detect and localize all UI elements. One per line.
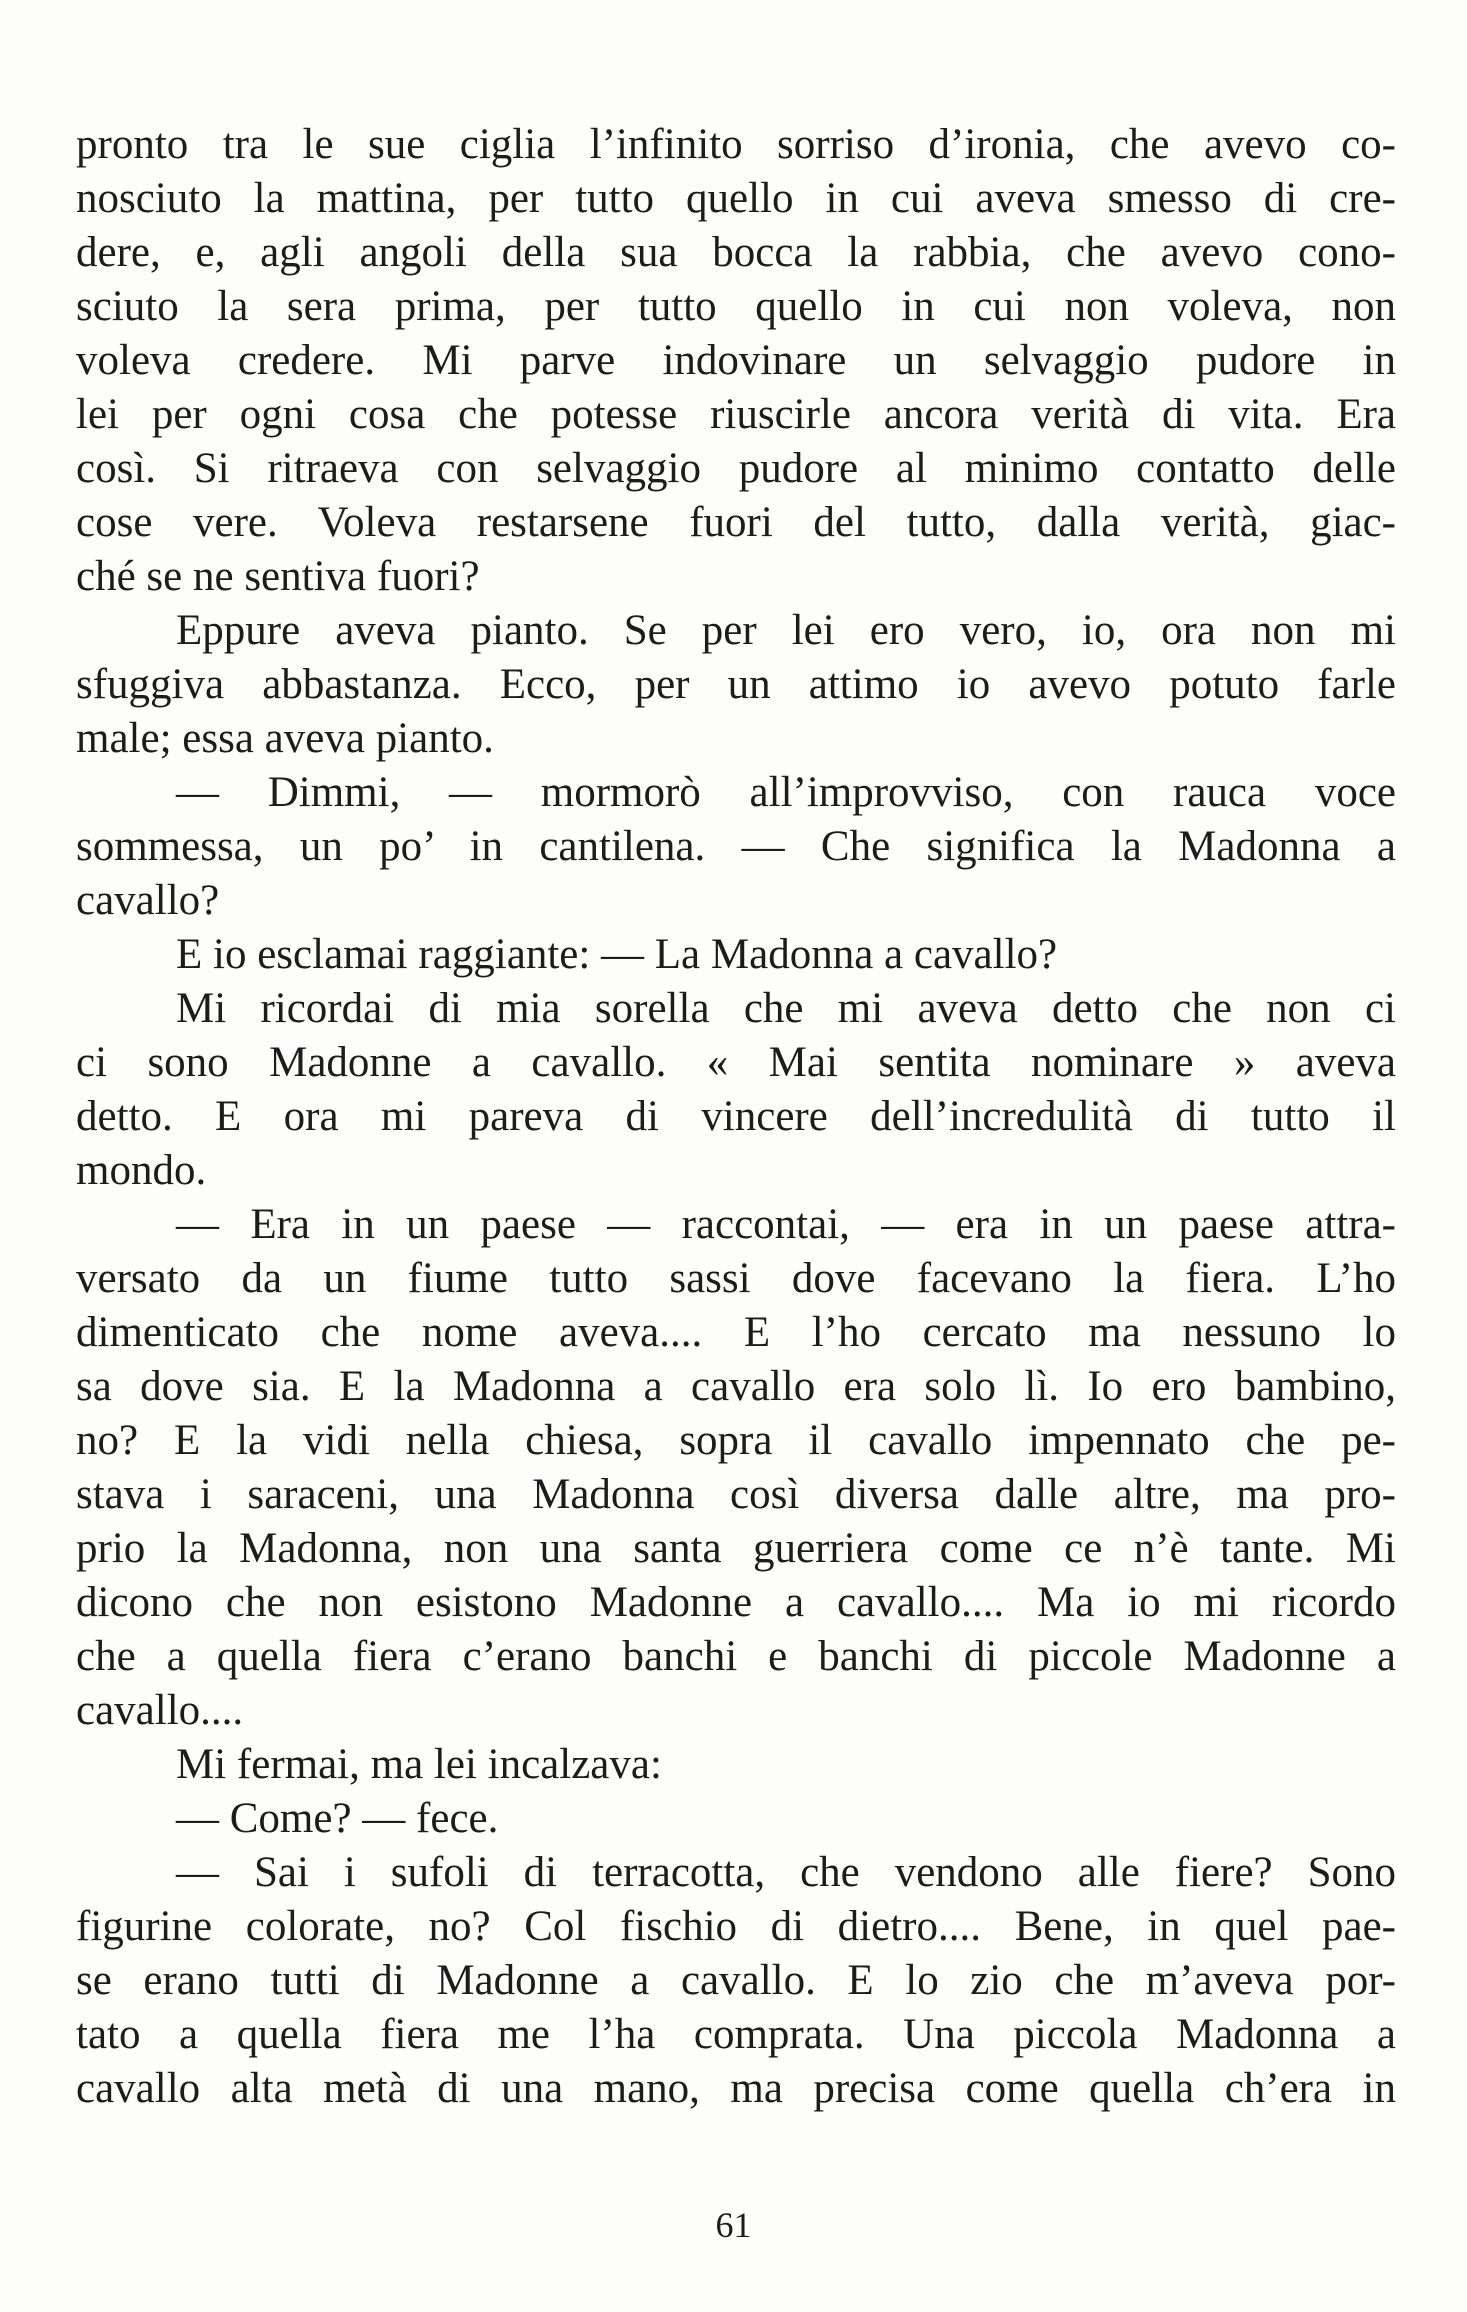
text-line: — Sai i sufoli di terracotta, che vendono alle fiere? Sono <box>176 1849 1396 1896</box>
text-line: cavallo? <box>76 877 220 924</box>
text-line: versato da un fiume tutto sassi dove facevano la fiera. L’ho <box>76 1255 1396 1302</box>
text-line: sfuggiva abbastanza. Ecco, per un attimo io avevo potuto farle <box>76 661 1396 708</box>
page-number: 61 <box>715 2205 752 2245</box>
text-line: Eppure aveva pianto. Se per lei ero vero, io, ora non mi <box>176 607 1396 654</box>
text-line: detto. E ora mi pareva di vincere dell’incredulità di tutto il <box>76 1093 1396 1140</box>
text-line: ché se ne sentiva fuori? <box>76 553 480 600</box>
text-line: E io esclamai raggiante: — La Madonna a cavallo? <box>176 931 1058 978</box>
text-line: dicono che non esistono Madonne a cavallo.... Ma io mi ricordo <box>76 1579 1396 1626</box>
text-line: figurine colorate, no? Col fischio di dietro.... Bene, in quel pae- <box>76 1903 1396 1950</box>
text-line: pronto tra le sue ciglia l’infinito sorriso d’ironia, che avevo co- <box>76 121 1396 168</box>
text-line: mondo. <box>76 1147 207 1194</box>
text-line: se erano tutti di Madonne a cavallo. E lo zio che m’aveva por- <box>76 1957 1396 2004</box>
text-line: voleva credere. Mi parve indovinare un selvaggio pudore in <box>76 337 1396 384</box>
text-line: stava i saraceni, una Madonna così diversa dalle altre, ma pro- <box>76 1471 1396 1518</box>
body-text <box>76 118 1396 2116</box>
text-line: cavallo alta metà di una mano, ma precisa come quella ch’era in <box>76 2065 1396 2112</box>
text-line: — Dimmi, — mormorò all’improvviso, con rauca voce <box>176 769 1396 816</box>
text-line: nosciuto la mattina, per tutto quello in cui aveva smesso di cre- <box>76 175 1396 222</box>
text-line: — Era in un paese — raccontai, — era in un paese attra- <box>176 1201 1396 1248</box>
text-line: ci sono Madonne a cavallo. « Mai sentita nominare » aveva <box>76 1039 1396 1086</box>
text-line: Mi ricordai di mia sorella che mi aveva detto che non ci <box>176 985 1396 1032</box>
text-line: lei per ogni cosa che potesse riuscirle ancora verità di vita. Era <box>76 391 1396 438</box>
text-line: così. Si ritraeva con selvaggio pudore al minimo contatto delle <box>76 445 1396 492</box>
text-line: dimenticato che nome aveva.... E l’ho cercato ma nessuno lo <box>76 1309 1396 1356</box>
text-line: sciuto la sera prima, per tutto quello in cui non voleva, non <box>76 283 1396 330</box>
text-line: cavallo.... <box>76 1687 244 1734</box>
text-line: tato a quella fiera me l’ha comprata. Una piccola Madonna a <box>76 2011 1396 2058</box>
text-line: che a quella fiera c’erano banchi e banchi di piccole Madonne a <box>76 1633 1396 1680</box>
text-line: male; essa aveva pianto. <box>76 715 494 762</box>
text-line: prio la Madonna, non una santa guerriera come ce n’è tante. Mi <box>76 1525 1396 1572</box>
text-line: Mi fermai, ma lei incalzava: <box>176 1741 662 1788</box>
text-line: — Come? — fece. <box>176 1795 499 1842</box>
text-line: dere, e, agli angoli della sua bocca la rabbia, che avevo cono- <box>76 229 1396 276</box>
text-line: sommessa, un po’ in cantilena. — Che significa la Madonna a <box>76 823 1396 870</box>
text-line: sa dove sia. E la Madonna a cavallo era solo lì. Io ero bambino, <box>76 1363 1396 1410</box>
text-line: cose vere. Voleva restarsene fuori del tutto, dalla verità, giac- <box>76 499 1396 546</box>
text-line: no? E la vidi nella chiesa, sopra il cavallo impennato che pe- <box>76 1417 1396 1464</box>
